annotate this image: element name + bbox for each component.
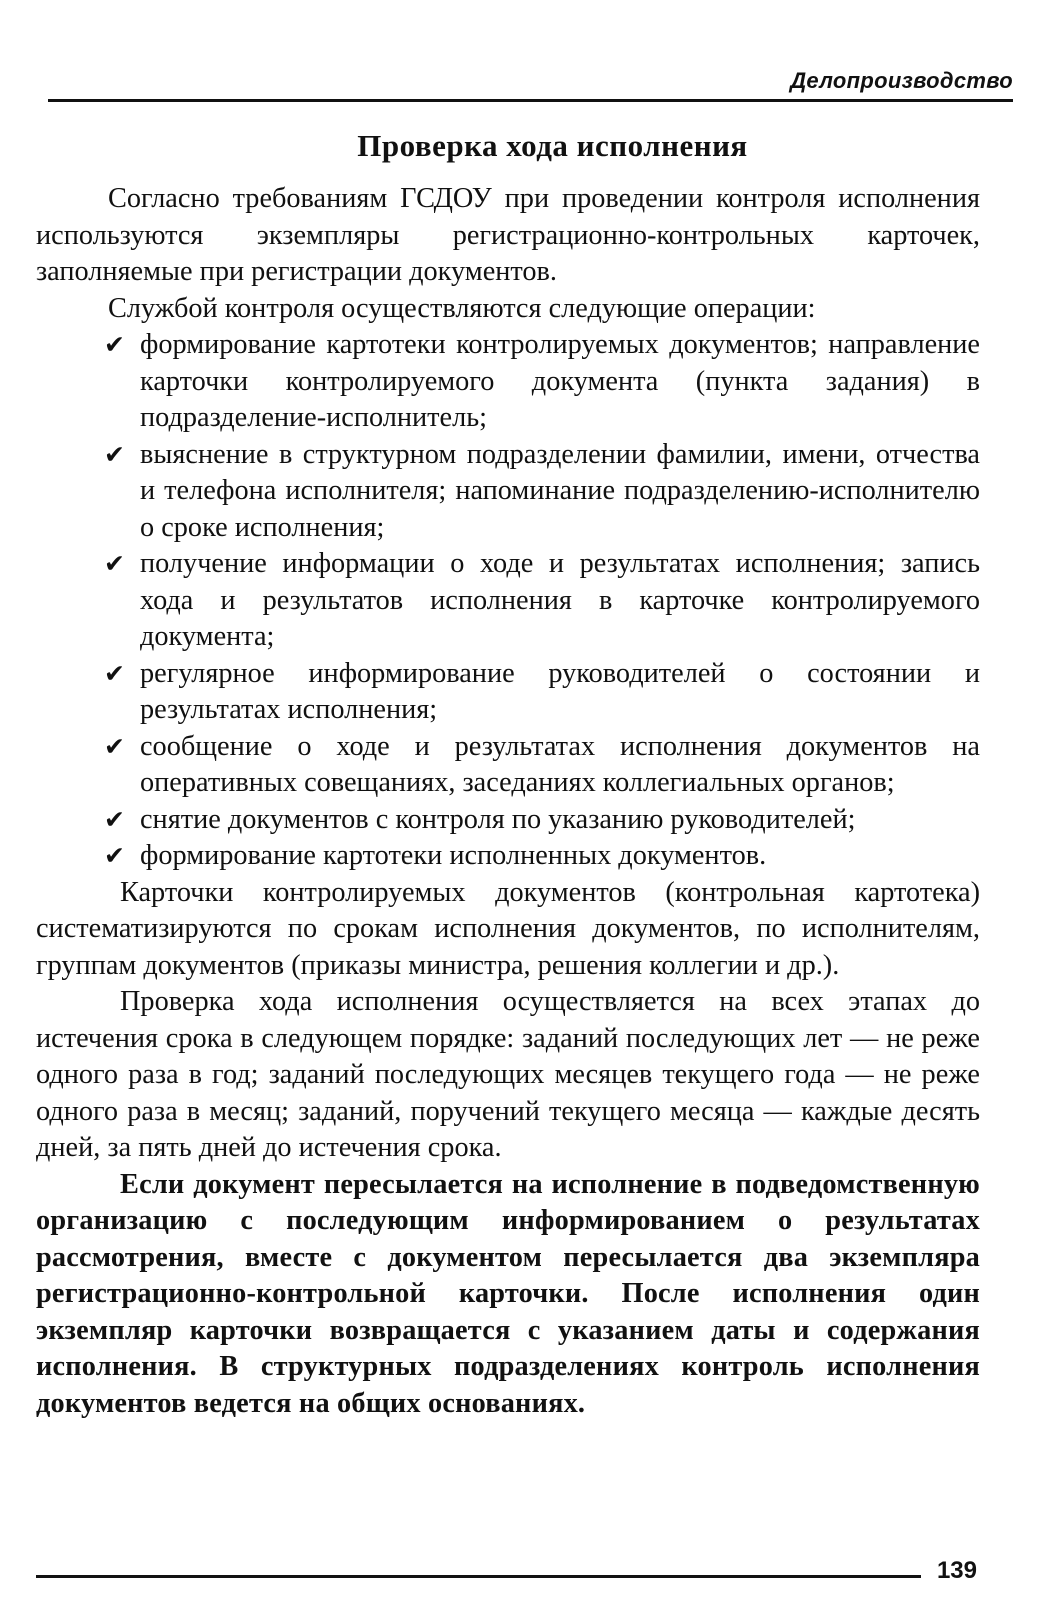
- paragraph-card-files: Карточки контролируемых документов (контрольная картотека) систематизируются по срокам исполнения документов, по исполнителям, группам документов (приказы министра, решения коллегии и др.).: [36, 876, 980, 981]
- list-item-text: формирование картотеки контролируемых документов; направление карточки контролируемого документа (пункта задания) в подразделение-исполнитель;: [140, 329, 980, 433]
- check-mark-icon: ✔: [104, 439, 125, 469]
- list-item-text: получение информации о ходе и результатах исполнения; запись хода и результатов исполнения в карточке контролируемого документа;: [140, 548, 980, 652]
- check-mark-icon: ✔: [104, 841, 125, 870]
- header-rule: [48, 99, 1013, 102]
- check-mark-icon: ✔: [104, 804, 125, 834]
- running-header: Делопроизводство: [790, 68, 1013, 93]
- list-item: [36, 327, 980, 437]
- list-item-text: сообщение о ходе и результатах исполнения документов на оперативных совещаниях, заседаниях коллегиальных органов;: [140, 730, 980, 798]
- paragraph-check-order: Проверка хода исполнения осуществляется на всех этапах до истечения срока в следующем порядке: заданий последующих лет — не реже одного раза в год; заданий последующих месяцев текущего года — не реже одного раза в месяц; заданий, поручений текущего месяца — каждые десять дней, за пять дней до истечения срока.: [36, 986, 980, 1163]
- paragraph-forwarding: Если документ пересылается на исполнение в подведомственную организацию с последующим информированием о результатах рассмотрения, вместе с документом пересылается два экземпляра регистрационно-контрольной карточки. После исполнения один экземпляр карточки возвращается с указанием даты и содержания исполнения. В структурных подразделениях контроль исполнения документов ведется на общих основаниях.: [36, 1168, 980, 1419]
- check-mark-icon: ✔: [104, 658, 125, 688]
- list-item: [36, 729, 980, 802]
- list-item-text: выяснение в структурном подразделении фамилии, имени, отчества и телефона исполнителя; напоминание подразделению-исполнителю о сроке исполнения;: [140, 438, 980, 543]
- operations-list: [36, 327, 980, 875]
- list-item-text: регулярное информирование руководителей о состоянии и результатах исполнения;: [140, 657, 980, 725]
- page-number: 139: [936, 1557, 977, 1584]
- paragraph-operations-lead: Службой контроля осуществляются следующие операции:: [108, 292, 816, 324]
- page-title: Проверка хода исполнения: [357, 128, 748, 163]
- list-item: [36, 437, 980, 547]
- list-item-text: снятие документов с контроля по указанию руководителей;: [140, 803, 856, 835]
- list-item: [36, 656, 980, 729]
- list-item-text: формирование картотеки исполненных документов.: [140, 840, 767, 871]
- body-text: [36, 181, 980, 1422]
- list-item: [36, 838, 980, 875]
- list-item: [36, 546, 980, 656]
- check-mark-icon: ✔: [104, 549, 125, 578]
- check-mark-icon: ✔: [104, 731, 125, 761]
- check-mark-icon: ✔: [104, 330, 125, 359]
- paragraph-intro: Согласно требованиям ГСДОУ при проведении контроля исполнения используются экземпляры регистрационно-контрольных карточек, заполняемые при регистрации документов.: [36, 183, 980, 287]
- footer-rule: [36, 1575, 921, 1578]
- list-item: [36, 802, 980, 839]
